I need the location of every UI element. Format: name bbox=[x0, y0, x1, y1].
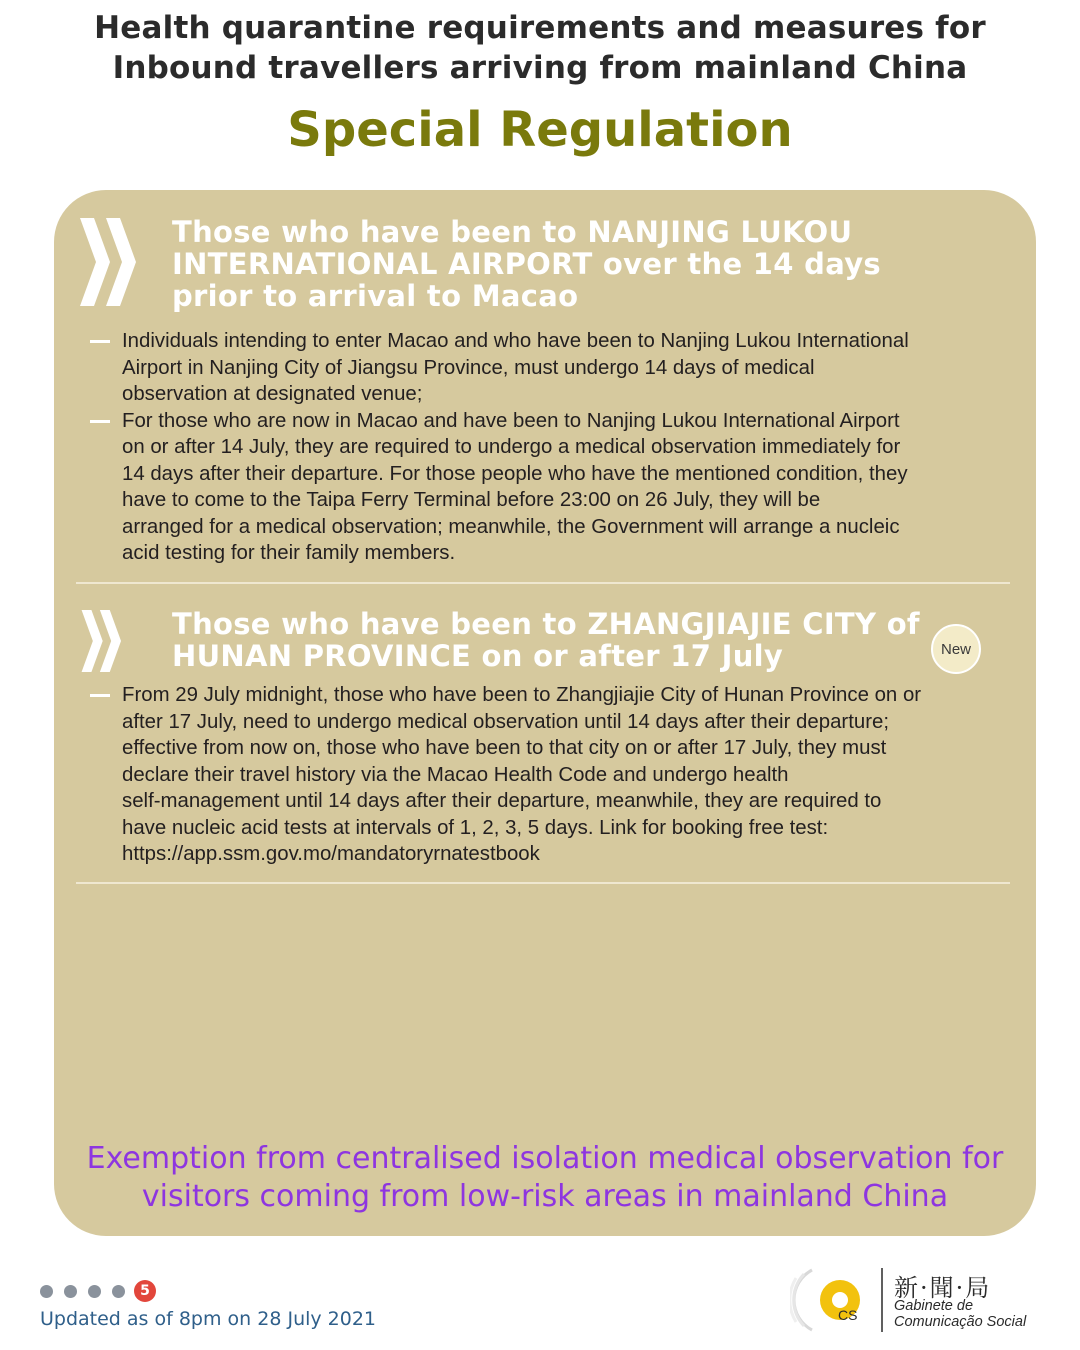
dash-bullet-icon bbox=[90, 694, 110, 697]
double-chevron-icon bbox=[80, 610, 124, 672]
logo-portuguese-line: Comunicação Social bbox=[894, 1314, 1027, 1330]
dash-bullet-icon bbox=[90, 340, 110, 343]
bullet-text: For those who are now in Macao and have been to Nanjing Lukou International Airport on or after 14 July, they are required to undergo a medical observation immediately for 14 days after their departure. For those people who have the mentioned condition, they have to come to the Taipa Ferry Terminal before 23:00 on 26 July, they will be arranged for a medical observation; meanwhile, the Government will arrange a nucleic acid testing for their family members. bbox=[122, 409, 908, 564]
updated-timestamp: Updated as of 8pm on 28 July 2021 bbox=[40, 1308, 377, 1330]
divider bbox=[76, 582, 1010, 584]
section-title-line: prior to arrival to Macao bbox=[172, 279, 579, 313]
content-panel bbox=[54, 190, 1036, 1236]
list-item bbox=[90, 408, 1012, 567]
dash-bullet-icon bbox=[90, 420, 110, 423]
section-title-line: Those who have been to NANJING LUKOU bbox=[172, 215, 853, 249]
logo-portuguese-text bbox=[894, 1298, 1026, 1330]
bullet-text[interactable]: From 29 July midnight, those who have been to Zhangjiajie City of Hunan Province on or after 17 July, need to undergo medical observation until 14 days after their departure; effective from now on, those who have been to that city on or after 17 July, they must declare their travel history via the Macao Health Code and undergo health self-management until 14 days after their departure, meanwhile, they are required to have nucleic acid tests at intervals of 1, 2, 3, 5 days. Link for booking free test: https://app.ssm.gov.mo/mandatoryrnatestbook bbox=[122, 684, 922, 865]
gcs-logo-icon bbox=[790, 1262, 886, 1338]
section-nanjing-title bbox=[172, 216, 881, 312]
page-dot[interactable] bbox=[112, 1285, 125, 1298]
page-title-line-1: Health quarantine requirements and measures for bbox=[94, 10, 986, 46]
list-item bbox=[90, 682, 1012, 868]
logo-portuguese-line: Gabinete de bbox=[894, 1298, 974, 1314]
logo-chinese-text: 新·聞·局 bbox=[894, 1274, 992, 1302]
section-zhangjiajie-title bbox=[172, 608, 920, 672]
page-dot[interactable] bbox=[64, 1285, 77, 1298]
section-zhangjiajie-bullets bbox=[90, 682, 1012, 868]
section-title-line: HUNAN PROVINCE on or after 17 July bbox=[172, 639, 784, 673]
exemption-link[interactable] bbox=[54, 1140, 1036, 1216]
exemption-line: Exemption from centralised isolation medical observation for bbox=[86, 1141, 1004, 1176]
section-title-line: INTERNATIONAL AIRPORT over the 14 days bbox=[172, 247, 881, 281]
page-dot[interactable] bbox=[88, 1285, 101, 1298]
new-badge: New bbox=[931, 624, 981, 674]
svg-text:CS: CS bbox=[838, 1307, 858, 1323]
page-title-line-2: Inbound travellers arriving from mainland China bbox=[112, 50, 968, 86]
gcs-logo bbox=[790, 1262, 1060, 1338]
header bbox=[0, 8, 1080, 158]
list-item bbox=[90, 328, 1012, 408]
exemption-line: visitors coming from low-risk areas in mainland China bbox=[141, 1179, 949, 1214]
divider bbox=[76, 882, 1010, 884]
page-subtitle: Special Regulation bbox=[287, 102, 793, 158]
double-chevron-icon bbox=[80, 218, 138, 306]
page-dot[interactable] bbox=[40, 1285, 53, 1298]
section-title-line: Those who have been to ZHANGJIAJIE CITY of bbox=[172, 607, 920, 641]
bullet-text: Individuals intending to enter Macao and who have been to Nanjing Lukou International Airport in Nanjing City of Jiangsu Province, must undergo 14 days of medical observation at designated venue; bbox=[122, 330, 909, 405]
section-zhangjiajie-heading bbox=[80, 608, 1010, 678]
section-nanjing-heading bbox=[80, 216, 1010, 316]
current-page-badge: 5 bbox=[134, 1280, 156, 1302]
section-nanjing-bullets bbox=[90, 328, 1012, 567]
